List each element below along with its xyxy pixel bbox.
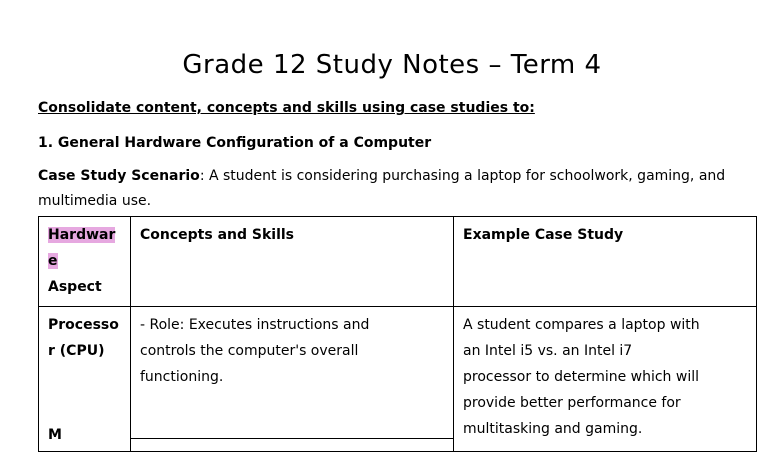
row1-concepts-divider xyxy=(131,438,453,451)
scenario-text-1: : A student is considering purchasing a laptop for schoolwork, gaming, and xyxy=(199,168,726,184)
header-aspect xyxy=(39,217,131,307)
header-aspect-line3: Aspect xyxy=(48,279,102,295)
header-aspect-line2: e xyxy=(48,253,58,269)
row1-aspect-line2: r (CPU) xyxy=(48,343,105,359)
header-concepts: Concepts and Skills xyxy=(131,217,454,307)
page-title: Grade 12 Study Notes – Term 4 xyxy=(182,50,602,80)
row1-aspect-line1: Processo xyxy=(48,317,119,333)
table-row xyxy=(39,307,757,452)
row1-example-line5: multitasking and gaming. xyxy=(463,421,643,437)
row1-concepts-line1: - Role: Executes instructions and xyxy=(140,317,370,333)
intro-heading: Consolidate content, concepts and skills using case studies to: xyxy=(38,100,535,116)
scenario-line-1 xyxy=(38,168,725,184)
row1-example-line4: provide better performance for xyxy=(463,395,681,411)
header-aspect-line1: Hardwar xyxy=(48,227,116,243)
row1-aspect-next: M xyxy=(48,427,62,443)
section-heading: 1. General Hardware Configuration of a Computer xyxy=(38,135,432,151)
row1-example-line1: A student compares a laptop with xyxy=(463,317,700,333)
row1-example xyxy=(454,307,757,452)
scenario-line-2: multimedia use. xyxy=(38,193,152,209)
hardware-table xyxy=(38,216,757,452)
row1-example-line2: an Intel i5 vs. an Intel i7 xyxy=(463,343,633,359)
row1-aspect xyxy=(39,307,131,452)
row1-concepts-line3: functioning. xyxy=(140,369,224,385)
row1-concepts xyxy=(131,307,454,452)
table-header-row xyxy=(39,217,757,307)
row1-concepts-line2: controls the computer's overall xyxy=(140,343,359,359)
row1-example-line3: processor to determine which will xyxy=(463,369,700,385)
header-example: Example Case Study xyxy=(454,217,757,307)
scenario-label: Case Study Scenario xyxy=(38,168,200,184)
